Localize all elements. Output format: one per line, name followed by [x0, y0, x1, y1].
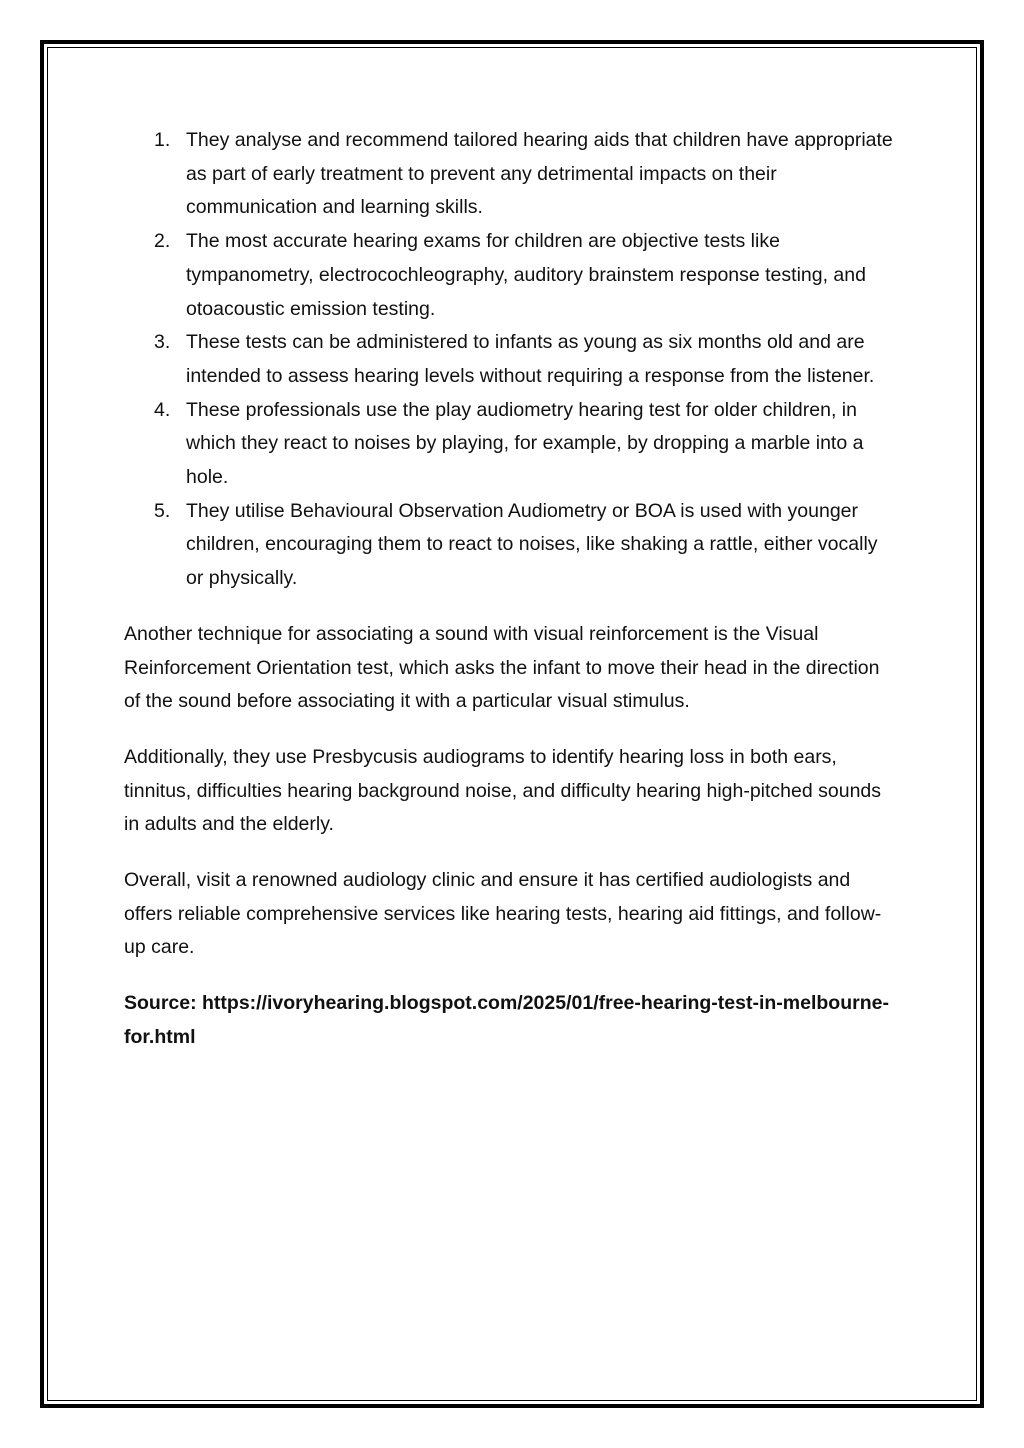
numbered-list	[124, 124, 900, 596]
paragraph-overall: Overall, visit a renowned audiology clinic and ensure it has certified audiologists and offers reliable comprehensive services like hearing tests, hearing aid fittings, and follow-up care.	[124, 869, 882, 959]
paragraph-presbycusis: Additionally, they use Presbycusis audiograms to identify hearing loss in both ears, tinnitus, difficulties hearing background noise, and difficulty hearing high-pitched sounds in adults and the elderly.	[124, 745, 882, 836]
list-item	[124, 394, 900, 495]
list-item-text: The most accurate hearing exams for children are objective tests like tympanometry, electrocochleography, auditory brainstem response testing, and otoacoustic emission testing.	[186, 230, 866, 320]
list-item	[124, 225, 900, 326]
list-item-number: 4.	[154, 398, 171, 421]
list-item-text: They analyse and recommend tailored hearing aids that children have appropriate as part of early treatment to prevent any detrimental impacts on their communication and learning skills.	[186, 129, 893, 219]
document-content	[124, 124, 900, 1055]
list-item-text: They utilise Behavioural Observation Audiometry or BOA is used with younger children, encouraging them to react to noises, like shaking a rattle, either vocally or physically.	[186, 499, 878, 590]
list-item-number: 2.	[154, 230, 171, 253]
list-item-text: These tests can be administered to infants as young as six months old and are intended to assess hearing levels without requiring a response from the listener.	[186, 331, 875, 387]
paragraph-visual-reinforcement: Another technique for associating a sound with visual reinforcement is the Visual Reinforcement Orientation test, which asks the infant to move their head in the direction of the sound before associating it with a particular visual stimulus.	[124, 622, 880, 713]
list-item-number: 5.	[154, 499, 171, 522]
list-item	[124, 495, 900, 596]
list-item-number: 3.	[154, 331, 171, 354]
list-item-text: These professionals use the play audiometry hearing test for older children, in which they react to noises by playing, for example, by dropping a marble into a hole.	[186, 398, 864, 489]
list-item	[124, 326, 900, 393]
source-link[interactable]: Source: https://ivoryhearing.blogspot.com/2025/01/free-hearing-test-in-melbourne-for.html	[124, 992, 889, 1048]
list-item-number: 1.	[154, 129, 171, 151]
list-item	[124, 124, 900, 225]
